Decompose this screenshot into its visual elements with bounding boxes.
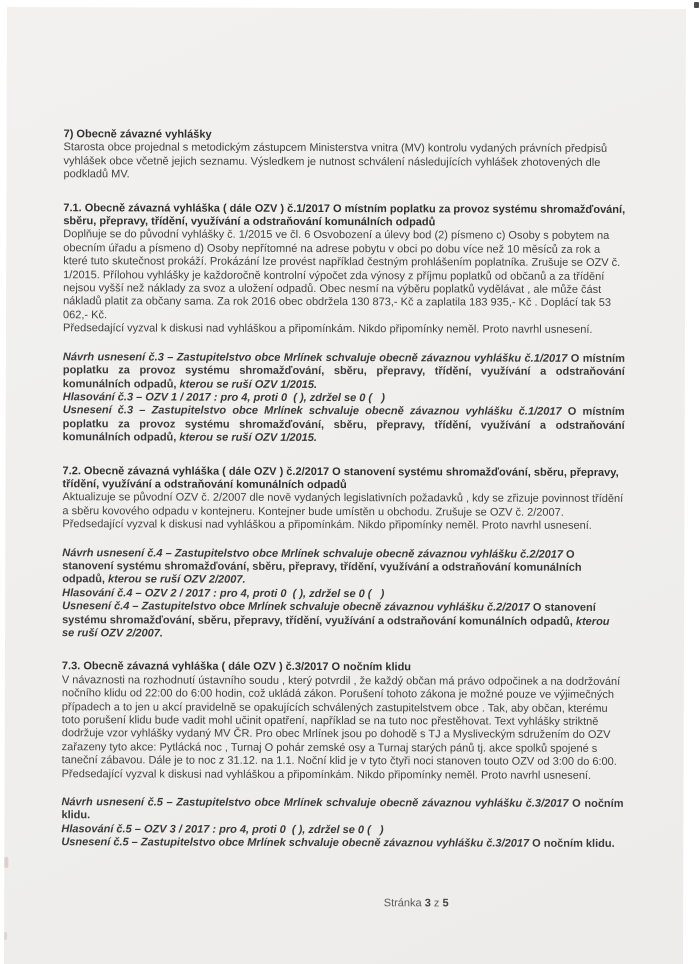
resolution-4 [62,600,624,642]
scan-corner-artifact [694,2,699,8]
footer-text-run: Stránka [383,897,425,910]
text-run: Hlasování č.3 – OZV 1 / 2017 : pro 4, proti 0 ( ), zdržel se 0 ( ) [62,391,385,405]
text-run: O stanovení systému shromažďování, sběru, přepravy, třídění, využívání a odstraňování komunálních odpadů, [62,601,596,628]
section-7-1-heading: 7.1. Obecně závazná vyhláška ( dále OZV ) č.1/2017 O místním poplatku za provoz systému shromažďování, sběru, přepravy, třídění, využívání a odstraňování komunálních odpadů [63,201,626,229]
scan-smudge-artifact [4,857,8,868]
text-run: kterou se ruší OZV 2/2007. [108,573,246,587]
text-run: Usnesení č.3 – Zastupitelstvo obce Mrlínek schvaluje obecně závaznou vyhlášku č.1/2017 [62,404,562,419]
section-7-2-heading: 7.2. Obecně závazná vyhláška ( dále OZV ) č.2/2017 O stanovení systému shromažďování, sběru, přepravy, třídění, využívání a odstraňování komunálních odpadů [62,464,619,492]
text-run: kterou se ruší OZV 2/2007. [62,615,610,640]
section-7-3-heading: 7.3. Obecně závazná vyhláška ( dále OZV ) č.3/2017 O nočním klidu [61,660,412,674]
section-7-body: Starosta obce projednal s metodickým zástupcem Ministerstva vnitra (MV) kontrolu vydaných právních předpisů vyhlášek obce včetně jejich seznamu. Výsledkem je nutnost schválení následujících vyhlášek zhotovených dle podkladů MV. [63,141,608,181]
footer-text-run: 3 [424,897,431,910]
text-run: Usnesení č.4 – Zastupitelstvo obce Mrlínek schvaluje obecně závaznou vyhlášku č.2/2017 [62,600,530,614]
text-run: Návrh usnesení č.5 – Zastupitelstvo obce Mrlínek schvaluje obecně závaznou vyhlášku č.3/2017 [61,796,569,810]
text-run: Návrh usnesení č.3 – Zastupitelstvo obce Mrlínek schvaluje obecně závaznou vyhlášku č.1/2017 [62,350,568,365]
section-7-heading: 7) Obecně závazné vyhlášky [63,128,212,141]
proposal-3 [63,351,625,393]
text-run: O nočním klidu. [61,797,624,822]
proposal-5 [61,796,623,825]
text-run: Usnesení č.5 – Zastupitelstvo obce Mrlínek schvaluje obecně závaznou vyhlášku č.3/2017 [61,836,530,850]
text-run: O místním poplatku za provoz systému shromažďování, sběru, přepravy, třídění, využívání a odstraňování komunálních odpadů, [62,352,625,391]
section-7-3-body: V návaznosti na rozhodnutí ústavního soudu , který potvrdil , že každý občan má právo odpočinek a na dodržování nočního klidu od 22:00 do 6:00 hodin, což ukládá zákon. Porušení tohoto zákona je možné pouze ve výjimečných případech a to jen u akcí pravidelně se opakujících schválených zastupitelstvem obce . Tak, aby občan, kterému toto porušení klidu bude vadit mohl učinit opatření, například se na tuto noc přestěhovat. Text vyhlášky striktně dodržuje vzor vyhlášky vydaný MV ČR. Pro obec Mrlínek jsou po dohodě s TJ a Mysliveckým sdružením do OZV zařazeny tyto akce: Pytlácká noc , Turnaj O pohár zemské osy a Turnaj starých pánů tj. akce spolků spojené s taneční zábavou. Dále je to noc z 31.12. na 1.1. Noční klid je v tyto čtyři noci stanoven touto OZV od 3:00 do 6:00. Předsedající vyzval k diskusi nad vyhláškou a připomínkám. Nikdo připomínky neměl. Proto navrhl usnesení. [61,673,621,782]
text-run: Návrh usnesení č.4 – Zastupitelstvo obce Mrlínek schvaluje obecně závaznou vyhlášku č.2/2017 [62,546,564,561]
footer-text-run: z [430,897,443,910]
section-7-1-discussion: Předsedající vyzval k diskusi nad vyhláškou a připomínkám. Nikdo připomínky neměl. Proto navrhl usnesení. [62,322,593,337]
text-run: kterou se ruší OZV 1/2015. [179,431,317,445]
text-run: O stanovení systému shromažďování, sběru, přepravy, třídění, využívání a odstraňování komunálních odpadů, [62,548,582,586]
proposal-4 [62,547,624,589]
text-run: kterou se ruší OZV 1/2015. [179,378,318,391]
section-7-2-body: Aktualizuje se původní OZV č. 2/2007 dle nově vydaných legislativních požadavků , kdy se zřizuje povinnost třídění a sběru kovového odpadu v kontejneru. Kontejner bude umístěn u obchodu. Zrušuje se OZV č. 2/2007. Předsedající vyzval k diskusi nad vyhláškou a připomínkám. Nikdo připomínky neměl. Proto navrhl usnesení. [62,491,624,532]
section-7-1-body: Doplňuje se do původní vyhlášky č. 1/2015 ve čl. 6 Osvobození a úlevy bod (2) písmeno c) Osoby s pobytem na obecním úřadu a písmeno d) Osoby nepřítomné na adrese pobytu v obci po dobu více než 10 měsíců za rok a které tuto skutečnost prokáží. Prokázání lze provést například čestným prohlášením poplatníka. Zrušuje se OZV č. 1/2015. Přílohou vyhlášky je každoročně kontrolní výpočet zda výnosy z příjmu poplatků od občanů a za třídění nejsou vyšší než náklady za svoz a uložení odpadů. Obec nesmí na výběru poplatků vydělávat , ale může část nákladů platit za občany sama. Za rok 2016 obec obdržela 130 873,- Kč a zaplatila 183 935,- Kč . Doplácí tak 53 062,- Kč. [63,228,621,322]
footer-text-run: 5 [442,897,449,910]
scan-smudge-artifact [4,932,7,940]
page-footer [135,896,697,910]
text-run: Hlasování č.4 – OZV 2 / 2017 : pro 4, proti 0 ( ), zdržel se 0 ( ) [62,586,385,600]
text-run: Hlasování č.5 – OZV 3 / 2017 : pro 4, proti 0 ( ), zdržel se 0 ( ) [61,823,384,837]
text-run: O místním poplatku za provoz systému shromažďování, sběru, přepravy, třídění, využívání a odstraňování komunálních odpadů, [62,406,625,444]
document-content [61,128,625,851]
resolution-3 [63,404,625,446]
document-page [4,7,686,964]
text-run: O nočním klidu. [529,837,615,851]
resolution-5 [61,836,623,851]
